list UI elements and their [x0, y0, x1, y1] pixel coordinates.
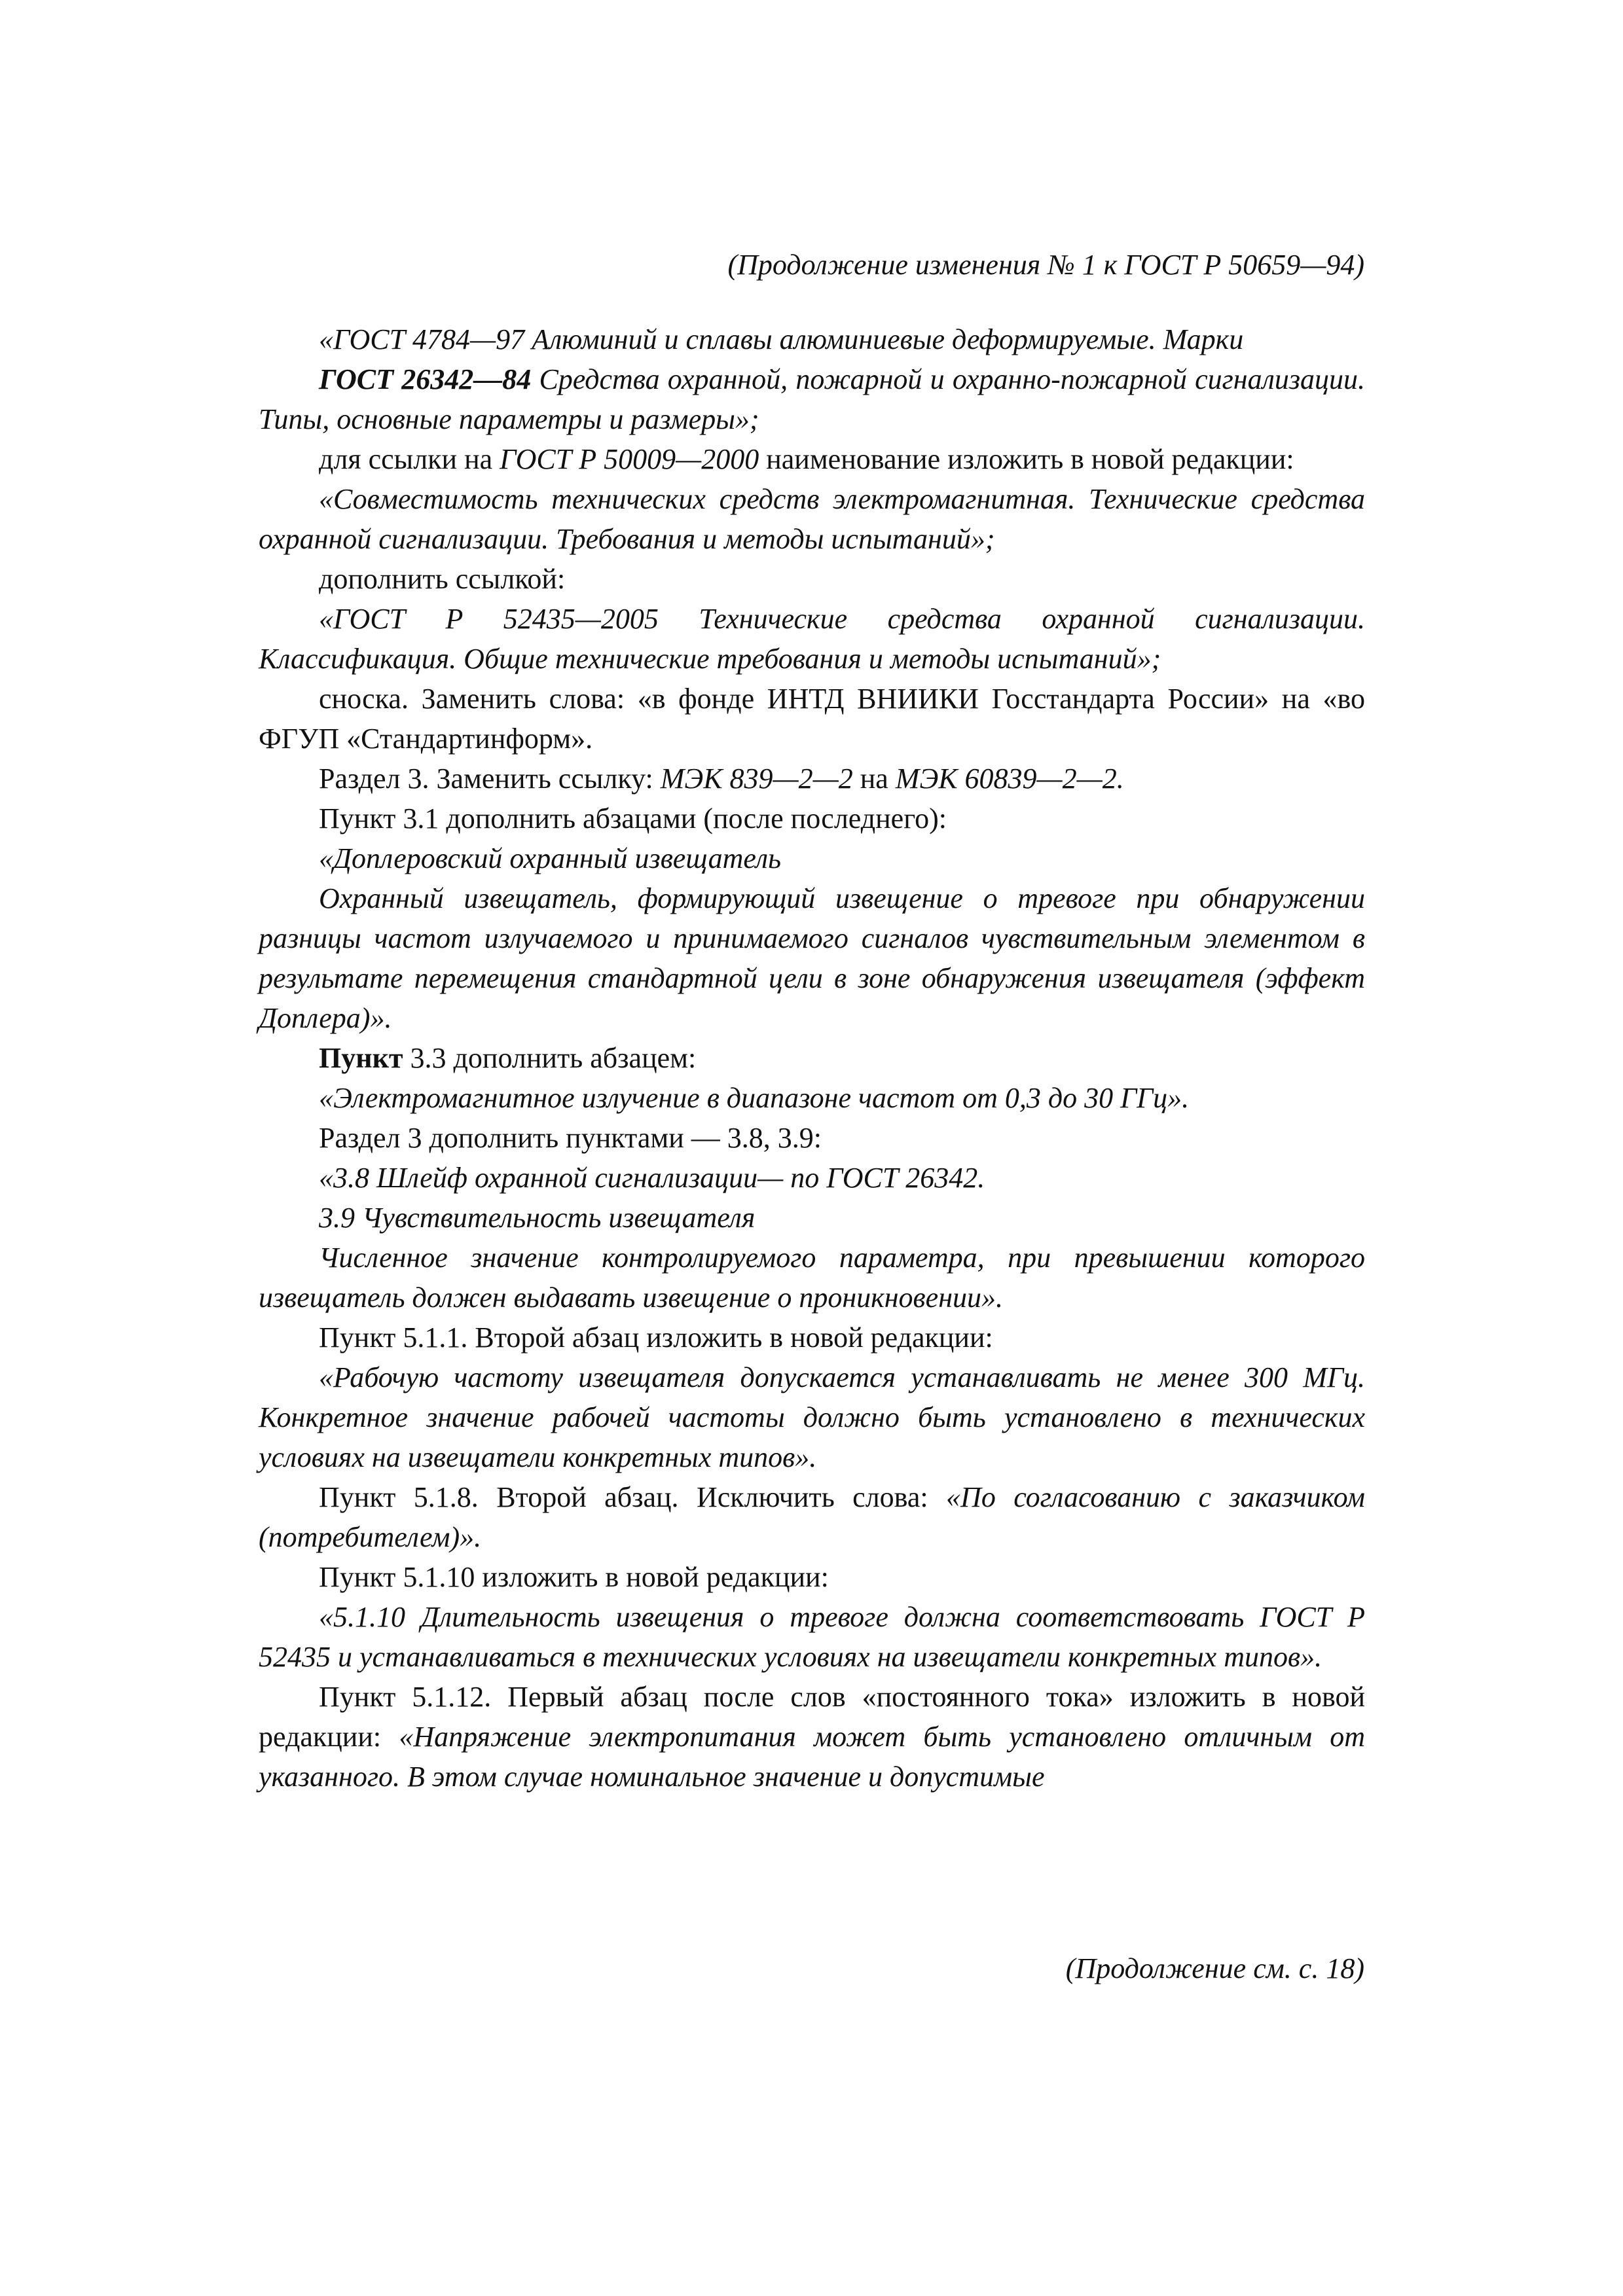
- text-run: МЭК 839—2—2: [660, 762, 853, 795]
- text-run: «5.1.10 Длительность извещения о тревоге должна соответствовать ГОСТ Р 52435 и устанавливаться в технических условиях на извещатели конкретных типов».: [259, 1601, 1365, 1673]
- paragraph: [259, 1198, 1365, 1238]
- text-run: «Напряжение электропитания может быть установлено отличным от указанного. В этом случае номинальное значение и допустимые: [259, 1721, 1366, 1793]
- paragraph: [259, 479, 1365, 559]
- document-body: [259, 319, 1365, 1797]
- text-run: Раздел 3 дополнить пунктами — 3.8, 3.9:: [319, 1122, 822, 1154]
- text-run: 3.3 дополнить абзацем:: [403, 1042, 697, 1074]
- text-run: «Доплеровский охранный извещатель: [319, 842, 782, 874]
- text-run: Раздел 3. Заменить ссылку:: [319, 762, 661, 795]
- text-run: наименование изложить в новой редакции:: [759, 443, 1294, 475]
- text-run: Охранный извещатель, формирующий извещение о тревоге при обнаружении разницы частот излучаемого и принимаемого сигналов чувствительным элементом в результате перемещения стандартной цели в зоне обнаружения извещателя (эффект Доплера)».: [259, 882, 1365, 1034]
- text-run: Пункт 5.1.12. Первый абзац после слов «постоянного тока» изложить в новой редакции:: [259, 1681, 1365, 1753]
- text-run: дополнить ссылкой:: [319, 563, 566, 595]
- text-run: 3.9 Чувствительность извещателя: [319, 1202, 756, 1234]
- paragraph: [259, 1038, 1365, 1078]
- page-header: (Продолжение изменения № 1 к ГОСТ Р 50659—94): [727, 249, 1364, 281]
- text-run: МЭК 60839—2—2.: [895, 762, 1124, 795]
- paragraph: [259, 679, 1365, 759]
- paragraph: [259, 559, 1365, 599]
- paragraph: [259, 838, 1365, 878]
- text-run: для ссылки на: [319, 443, 500, 475]
- text-run: «ГОСТ 4784—97 Алюминий и сплавы алюминиевые деформируемые. Марки: [319, 323, 1244, 355]
- paragraph: [259, 1557, 1365, 1597]
- text-run: «ГОСТ Р 52435—2005 Технические средства охранной сигнализации. Классификация. Общие технические требования и методы испытаний»;: [259, 603, 1365, 675]
- text-run: «Рабочую частоту извещателя допускается устанавливать не менее 300 МГц. Конкретное значение рабочей частоты должно быть установлено в технических условиях на извещатели конкретных типов».: [259, 1361, 1365, 1473]
- text-run: Пункт: [319, 1042, 403, 1074]
- paragraph: [259, 599, 1365, 679]
- paragraph: [259, 1357, 1365, 1477]
- text-run: «Совместимость технических средств электромагнитная. Технические средства охранной сигнализации. Требования и методы испытаний»;: [259, 483, 1365, 555]
- text-run: Пункт 3.1 дополнить абзацами (после последнего):: [319, 802, 947, 834]
- text-run: «3.8 Шлейф охранной сигнализации— по ГОСТ 26342.: [319, 1162, 985, 1194]
- paragraph: [259, 1118, 1365, 1158]
- text-run: Средства охранной, пожарной и охранно-пожарной сигнализации. Типы, основные параметры и размеры»;: [259, 363, 1365, 435]
- text-run: Численное значение контролируемого параметра, при превышении которого извещатель должен выдавать извещение о проникновении».: [259, 1242, 1365, 1314]
- text-run: сноска. Заменить слова: «в фонде ИНТД ВНИИКИ Госстандарта России» на «во ФГУП «Стандартинформ».: [259, 683, 1365, 755]
- paragraph: [259, 798, 1365, 838]
- text-run: «Электромагнитное излучение в диапазоне частот от 0,3 до 30 ГГц».: [319, 1082, 1190, 1114]
- paragraph: [259, 1238, 1365, 1318]
- paragraph: [259, 1318, 1365, 1357]
- text-run: ГОСТ 26342—84: [319, 363, 532, 395]
- paragraph: [259, 878, 1365, 1038]
- paragraph: [259, 319, 1365, 359]
- text-run: на: [852, 762, 896, 795]
- paragraph: [259, 1078, 1365, 1118]
- paragraph: [259, 1677, 1365, 1797]
- paragraph: [259, 759, 1365, 798]
- text-run: Пункт 5.1.8. Второй абзац. Исключить слова:: [319, 1481, 947, 1513]
- paragraph: [259, 1597, 1365, 1677]
- paragraph: [259, 359, 1365, 439]
- text-run: «По согласованию с заказчиком (потребителем)».: [259, 1481, 1365, 1553]
- text-run: Пункт 5.1.1. Второй абзац изложить в новой редакции:: [319, 1321, 993, 1354]
- text-run: ГОСТ Р 50009—2000: [500, 443, 759, 475]
- paragraph: [259, 1477, 1365, 1557]
- paragraph: [259, 1158, 1365, 1198]
- paragraph: [259, 439, 1365, 479]
- page-footer: (Продолжение см. с. 18): [1065, 1952, 1364, 1984]
- text-run: Пункт 5.1.10 изложить в новой редакции:: [319, 1561, 829, 1593]
